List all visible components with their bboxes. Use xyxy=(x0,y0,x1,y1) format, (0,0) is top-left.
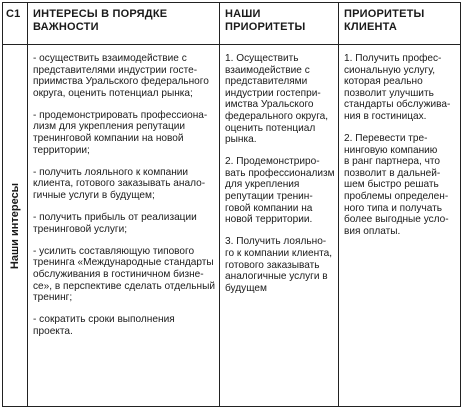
header-our-priorities-line: ПРИОРИТЕТЫ xyxy=(225,21,306,33)
our-priority-item-line: 3. Получить лояльно- xyxy=(225,236,327,248)
client-priority-item-line: шем быстро решать xyxy=(344,179,439,191)
client-priority-item-line: позволит в дальней- xyxy=(344,167,441,179)
our-priority-item-line: 1. Осуществить xyxy=(225,53,299,64)
our-priority-item xyxy=(225,156,336,226)
interest-item-line: приимства Уральского федерального xyxy=(33,76,209,88)
interest-item-line: - получить прибыль от реализации xyxy=(33,212,197,224)
interest-item-line: - осуществить взаимодействие с xyxy=(33,53,187,64)
our-priority-item-line: го к компании клиента, xyxy=(225,247,333,259)
priorities-table xyxy=(2,2,461,407)
interest-item xyxy=(33,167,217,202)
interest-item-line: се», в перспективе сделать отдельный xyxy=(33,280,215,292)
our-priority-item-line: 2. Продемонстриро- xyxy=(225,156,320,168)
our-priority-item xyxy=(225,53,336,146)
our-priority-item-line: взаимодействие с xyxy=(225,64,310,76)
interest-item-line: тренинга «Международные стандарты xyxy=(33,257,214,269)
row-label-cell xyxy=(3,45,27,406)
header-client-priorities-line: КЛИЕНТА xyxy=(344,21,397,33)
our-priority-item-line: представителями xyxy=(225,76,308,88)
header-our-priorities-line: НАШИ xyxy=(225,8,261,20)
client-priority-item-line: вия оплаты. xyxy=(344,225,401,237)
column-divider xyxy=(338,3,339,406)
client-priority-item-line: которая реально xyxy=(344,76,423,88)
client-priority-item-line: сиональную услугу, xyxy=(344,64,436,76)
interest-item xyxy=(33,314,217,337)
interest-item-line: тренинговой компании на новой xyxy=(33,133,184,145)
header-interests xyxy=(33,8,167,34)
header-client-priorities xyxy=(344,8,425,34)
our-priority-item-line: аналогичные услуги в xyxy=(225,271,328,283)
interest-item-line: тренинг; xyxy=(33,292,73,304)
row-label: Наши интересы xyxy=(9,182,21,269)
client-priorities-column xyxy=(344,53,459,248)
interest-item-line: лизм для укрепления репутации xyxy=(33,121,186,133)
our-priority-item xyxy=(225,236,336,294)
client-priority-item xyxy=(344,133,459,237)
our-priority-item-line: федерального округа, xyxy=(225,110,329,122)
interest-item-line: обслуживания в гостиничном бизне- xyxy=(33,268,204,280)
interest-item-line: представителями индустрии госте- xyxy=(33,64,198,76)
client-priority-item-line: нинговую компанию xyxy=(344,144,438,156)
our-priority-item-line: индустрии гостепри- xyxy=(225,87,321,99)
interests-column xyxy=(33,53,217,348)
interest-item-line: округа, оценить потенциал рынка; xyxy=(33,87,193,99)
our-priority-item-line: вать профессионализм xyxy=(225,167,335,179)
client-priority-item-line: 1. Получить профес- xyxy=(344,53,442,64)
client-priority-item-line: более выгодные усло- xyxy=(344,214,449,226)
interest-item-line: - продемонстрировать профессиона- xyxy=(33,109,208,121)
header-interests-line: ИНТЕРЕСЫ В ПОРЯДКЕ xyxy=(33,8,168,20)
header-divider xyxy=(3,44,460,45)
interest-item xyxy=(33,110,217,156)
header-our-priorities xyxy=(225,8,306,34)
client-priority-item-line: стандарты обслужива- xyxy=(344,99,451,111)
interest-item-line: клиента, готового заказывать анало- xyxy=(33,178,206,190)
header-interests-line: ВАЖНОСТИ xyxy=(33,21,99,33)
interest-item-line: гичные услуги в будущем; xyxy=(33,189,155,201)
client-priority-item-line: в ранг партнера, что xyxy=(344,156,440,168)
client-priority-item-line: ного типа и получать xyxy=(344,202,442,214)
interest-item-line: тренинговой услуги; xyxy=(33,223,128,235)
our-priority-item-line: говой компании на xyxy=(225,202,313,214)
client-priority-item xyxy=(344,53,459,123)
our-priority-item-line: репутации тренин- xyxy=(225,191,313,203)
interest-item xyxy=(33,53,217,99)
corner-cell: С1 xyxy=(6,8,21,20)
header-client-priorities-line: ПРИОРИТЕТЫ xyxy=(344,8,425,20)
our-priorities-column xyxy=(225,53,336,305)
our-priority-item-line: имства Уральского xyxy=(225,99,314,111)
column-divider xyxy=(27,3,28,406)
interest-item-line: территории; xyxy=(33,144,90,156)
our-priority-item-line: готового заказывать xyxy=(225,259,320,271)
client-priority-item-line: проблемы определен- xyxy=(344,191,449,203)
interest-item-line: - усилить составляющую типового xyxy=(33,245,195,257)
interest-item xyxy=(33,212,217,235)
client-priority-item-line: 2. Перевести тре- xyxy=(344,133,428,145)
client-priority-item-line: позволит улучшить xyxy=(344,87,434,99)
interest-item-line: - получить лояльного к компании xyxy=(33,166,189,178)
client-priority-item-line: ния в гостиницах. xyxy=(344,110,427,122)
our-priority-item-line: оценить потенциал xyxy=(225,122,316,134)
interest-item-line: проекта. xyxy=(33,325,73,337)
column-divider xyxy=(219,3,220,406)
interest-item xyxy=(33,246,217,304)
our-priority-item-line: будущем xyxy=(225,282,267,294)
our-priority-item-line: новой территории. xyxy=(225,214,313,226)
interest-item-line: - сократить сроки выполнения xyxy=(33,314,175,326)
our-priority-item-line: рынка. xyxy=(225,134,257,146)
our-priority-item-line: для укрепления xyxy=(225,179,300,191)
